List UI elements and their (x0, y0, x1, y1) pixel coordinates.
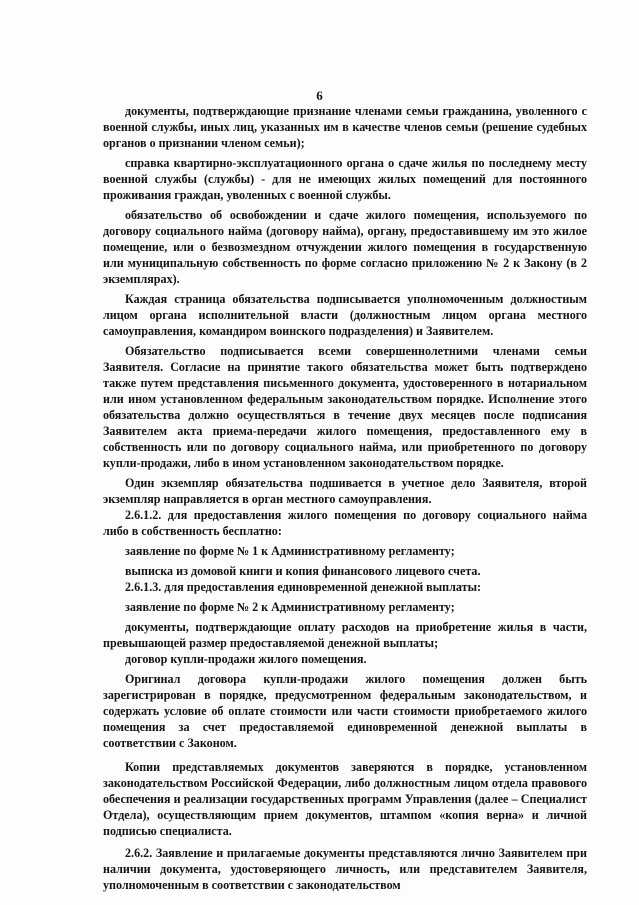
paragraph-housing-certificate: справка квартирно-эксплуатационного органа о сдаче жилья по последнему месту военной службы (службы) - для не имеющих жилых помещений для постоянного проживания граждан, уволенных с военной службы. (103, 156, 587, 202)
paragraph-family-documents: документы, подтверждающие признание членами семьи гражданина, уволенного с военной службы, иных лиц, указанных им в качестве членов семьи (решение судебных органов о признании членом семьи); (103, 104, 587, 150)
paragraph-vacate-obligation: обязательство об освобождении и сдаче жилого помещения, используемого по договору социального найма (договору найма), органу, предоставившему им это жилое помещение, или о безвозмездном отчуждении жилого помещения в государственную или муниципальную собственность по форме согласно приложению № 2 к Закону (в 2 экземплярах). (103, 208, 587, 286)
document-body (103, 103, 587, 893)
list-item-payment-documents: документы, подтверждающие оплату расходов на приобретение жилья в части, превышающей размер предоставляемой денежной выплаты; (103, 620, 587, 650)
list-item-application-form-2: заявление по форме № 2 к Административному регламенту; (125, 600, 455, 614)
paragraph-family-signing: Обязательство подписывается всеми совершеннолетними членами семьи Заявителя. Согласие на принятие такого обязательства может быть подтверждено также путем представления письменного документа, удостоверенного в нотариальном или ином установленном федеральным законодательством порядке. Исполнение этого обязательства должно осуществляться в течение двух месяцев после подписания Заявителем акта приема-передачи жилого помещения, предоставленного ему в собственность или по договору социального найма, или приобретенного по договору купли-продажи, либо в ином установленном законодательством порядке. (103, 344, 587, 470)
section-2-6-2: 2.6.2. Заявление и прилагаемые документы представляются лично Заявителем при наличии документа, удостоверяющего личность, или представителем Заявителя, уполномоченным в соответствии с законодательством (103, 846, 587, 892)
paragraph-page-signing: Каждая страница обязательства подписывается уполномоченным должностным лицом органа исполнительной власти (должностным лицом органа местного самоуправления, командиром воинского подразделения) и Заявителем. (103, 292, 587, 338)
paragraph-contract-registration: Оригинал договора купли-продажи жилого помещения должен быть зарегистрирован в порядке, предусмотренном федеральным законодательством, и содержать условие об оплате стоимости или части стоимости приобретаемого жилого помещения за счет предоставляемой единовременной денежной выплаты в соответствии с Законом. (103, 672, 587, 750)
paragraph-copy-filing: Один экземпляр обязательства подшивается в учетное дело Заявителя, второй экземпляр направляется в орган местного самоуправления. (103, 476, 587, 506)
list-item-sale-contract: договор купли-продажи жилого помещения. (125, 652, 367, 666)
page-number: 6 (316, 88, 323, 103)
list-item-application-form-1: заявление по форме № 1 к Административному регламенту; (125, 544, 455, 558)
list-item-house-book-extract: выписка из домовой книги и копия финансового лицевого счета. (125, 564, 481, 578)
section-2-6-1-2: 2.6.1.2. для предоставления жилого помещения по договору социального найма либо в собственность бесплатно: (103, 508, 587, 538)
section-2-6-1-3: 2.6.1.3. для предоставления единовременной денежной выплаты: (125, 580, 482, 594)
paragraph-copies-certification: Копии представляемых документов заверяются в порядке, установленном законодательством Российской Федерации, либо должностным лицом отдела правового обеспечения и реализации государственных программ Управления (далее – Специалист Отдела), осуществляющим прием документов, штампом «копия верна» и личной подписью специалиста. (103, 760, 587, 838)
